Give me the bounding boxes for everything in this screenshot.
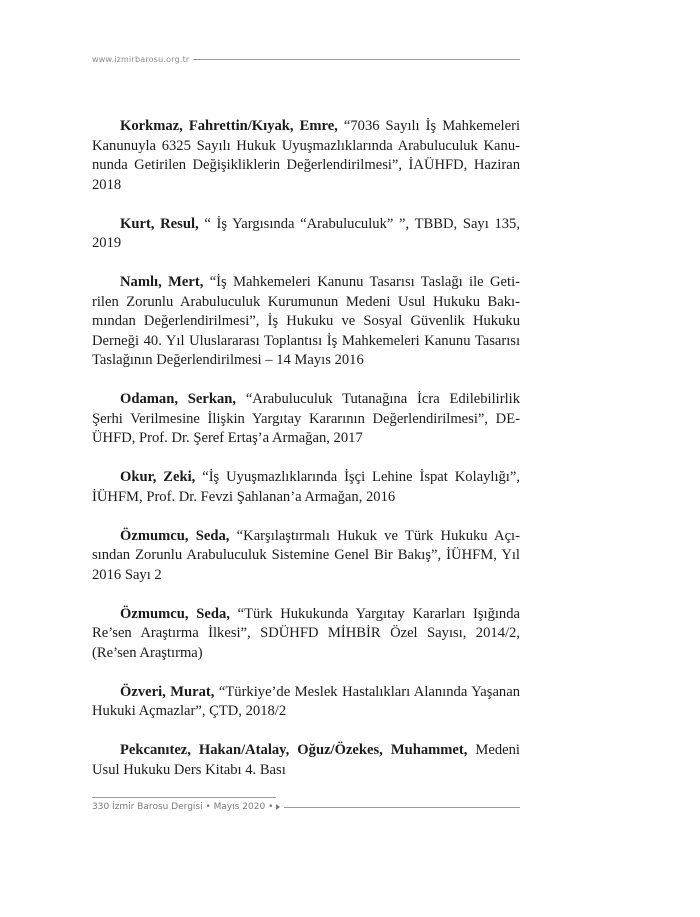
reference-entry: [92, 468, 520, 507]
reference-entry: [92, 741, 520, 780]
reference-text: “Arabuluculuk Tutanağına İcra Edilebilirlik Şerhi Verilmesine İlişkin Yargıtay Kararının Değerlendirilmesi”, DEÜHFD, Prof. Dr. Şeref Ertaş’a Armağan, 2017: [92, 391, 520, 446]
reference-text: “Karşılaştırmalı Hukuk ve Türk Hukuku Açısından Zorunlu Arabuluculuk Sistemine Genel Bir Bakış”, İÜHFM, Yıl 2016 Sayı 2: [92, 527, 520, 583]
page-footer: [92, 800, 520, 814]
reference-text: “Türkiye’de Meslek Hastalıkları Alanında Yaşanan Hukuki Açmazlar”, ÇTD, 2018/2: [92, 683, 520, 719]
reference-entry: [92, 215, 520, 254]
header-url: www.izmirbarosu.org.tr: [92, 54, 190, 64]
reference-text: “İş Uyuşmazlıklarında İşçi Lehine İspat Kolaylığı”, İÜHFM, Prof. Dr. Fevzi Şahlanan’a Armağan, 2016: [92, 469, 520, 505]
reference-author: Okur, Zeki,: [120, 469, 196, 485]
reference-author: Pekcanıtez, Hakan/Atalay, Oğuz/Özekes, Muhammet,: [120, 742, 468, 758]
reference-author: Özmumcu, Seda,: [120, 605, 230, 622]
triangle-icon: [276, 804, 280, 810]
page-header: [92, 52, 520, 66]
reference-entry: [92, 273, 520, 371]
reference-text: Medeni Usul Hukuku Ders Kitabı 4. Bası: [92, 742, 520, 778]
footer-text: 330 İzmir Barosu Dergisi • Mayıs 2020 •: [92, 802, 274, 812]
reference-entry: [92, 605, 520, 664]
reference-list: [92, 117, 520, 800]
reference-entry: [92, 390, 520, 449]
reference-author: Özveri, Murat,: [120, 683, 215, 700]
reference-text: “ İş Yargısında “Arabuluculuk” ”, TBBD, Sayı 135, 2019: [92, 215, 520, 251]
reference-author: Kurt, Resul,: [120, 215, 199, 232]
reference-text: “İş Mahkemeleri Kanunu Tasarısı Taslağı ile Getirilen Zorunlu Arabuluculuk Kurumunun Medeni Usul Hukuku Bakımından Değerlendirilmesi”, İş Hukuku ve Sosyal Güvenlik Hukuku Derneği 40. Yıl Uluslararası Toplantısı İş Mahkemeleri Kanunu Tasarısı Taslağının Değerlendirilmesi – 14 Mayıs 2016: [92, 274, 520, 368]
reference-author: Odaman, Serkan,: [120, 391, 237, 407]
reference-entry: [92, 527, 520, 586]
reference-author: Korkmaz, Fahrettin/Kıyak, Emre,: [120, 118, 338, 134]
reference-entry: [92, 117, 520, 195]
reference-author: Namlı, Mert,: [120, 274, 204, 290]
reference-entry: [92, 683, 520, 722]
footer-rule: [284, 807, 520, 808]
reference-text: “Türk Hukukunda Yargıtay Kararları Işığında Re’sen Araştırma İlkesi”, SDÜHFD MİHBİR Özel Sayısı, 2014/2, (Re’sen Araştırma): [92, 605, 520, 661]
reference-author: Özmumcu, Seda,: [120, 527, 230, 544]
reference-text: “7036 Sayılı İş Mahkemeleri Kanunuyla 6325 Sayılı Hukuk Uyuşmazlıklarında Arabuluculuk Kanununda Getirilen Değişikliklerin Değerlendirilmesi”, İAÜHFD, Haziran 2018: [92, 118, 521, 193]
header-rule: [193, 59, 520, 60]
footer-overline: [92, 797, 276, 798]
